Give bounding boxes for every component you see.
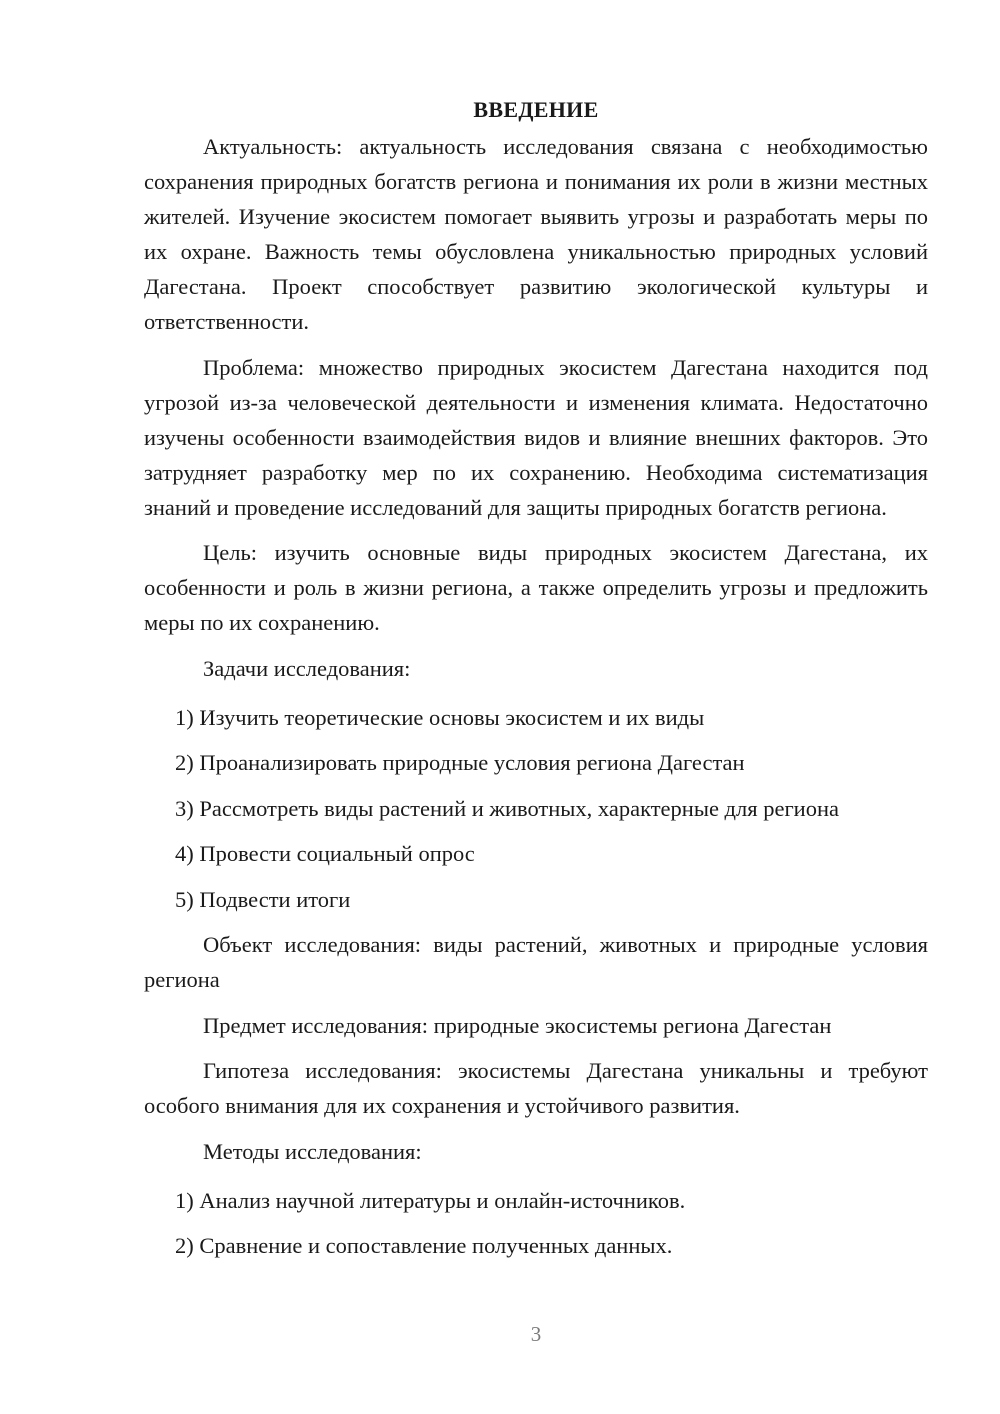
goal-paragraph: Цель: изучить основные виды природных экосистем Дагестана, их особенности и роль в жизни региона, а также определить угрозы и предложить меры по их сохранению.: [144, 540, 928, 635]
tasks-heading: Задачи исследования:: [203, 655, 411, 681]
task-item: 1) Изучить теоретические основы экосистем и их виды: [175, 704, 705, 730]
task-item: 2) Проанализировать природные условия региона Дагестан: [175, 750, 745, 775]
subject-paragraph: Предмет исследования: природные экосистемы региона Дагестан: [203, 1012, 832, 1038]
hypothesis-paragraph: Гипотеза исследования: экосистемы Дагестана уникальны и требуют особого внимания для их сохранения и устойчивого развития.: [144, 1058, 928, 1118]
relevance-paragraph: Актуальность: актуальность исследования связана с необходимостью сохранения природных богатств региона и понимания их роли в жизни местных жителей. Изучение экосистем помогает выявить угрозы и разработать меры по их охране. Важность темы обусловлена уникальностью природных условий Дагестана. Проект способствует развитию экологической культуры и ответственности.: [144, 134, 928, 334]
document-page: [144, 95, 928, 1274]
section-title: ВВЕДЕНИЕ: [473, 97, 599, 122]
page-number: 3: [530, 1322, 542, 1346]
object-paragraph: Объект исследования: виды растений, животных и природные условия региона: [144, 932, 928, 992]
methods-heading: Методы исследования:: [203, 1138, 422, 1164]
task-item: 5) Подвести итоги: [175, 886, 351, 912]
page-number-footer: [0, 1322, 1000, 1347]
task-item: 3) Рассмотреть виды растений и животных, характерные для региона: [175, 795, 839, 821]
method-item: 2) Сравнение и сопоставление полученных данных.: [175, 1233, 673, 1258]
problem-paragraph: Проблема: множество природных экосистем Дагестана находится под угрозой из-за человеческой деятельности и изменения климата. Недостаточно изучены особенности взаимодействия видов и влияние внешних факторов. Это затрудняет разработку мер по их сохранению. Необходима систематизация знаний и проведение исследований для защиты природных богатств региона.: [144, 354, 928, 520]
task-item: 4) Провести социальный опрос: [175, 841, 475, 866]
method-item: 1) Анализ научной литературы и онлайн-источников.: [175, 1187, 686, 1213]
